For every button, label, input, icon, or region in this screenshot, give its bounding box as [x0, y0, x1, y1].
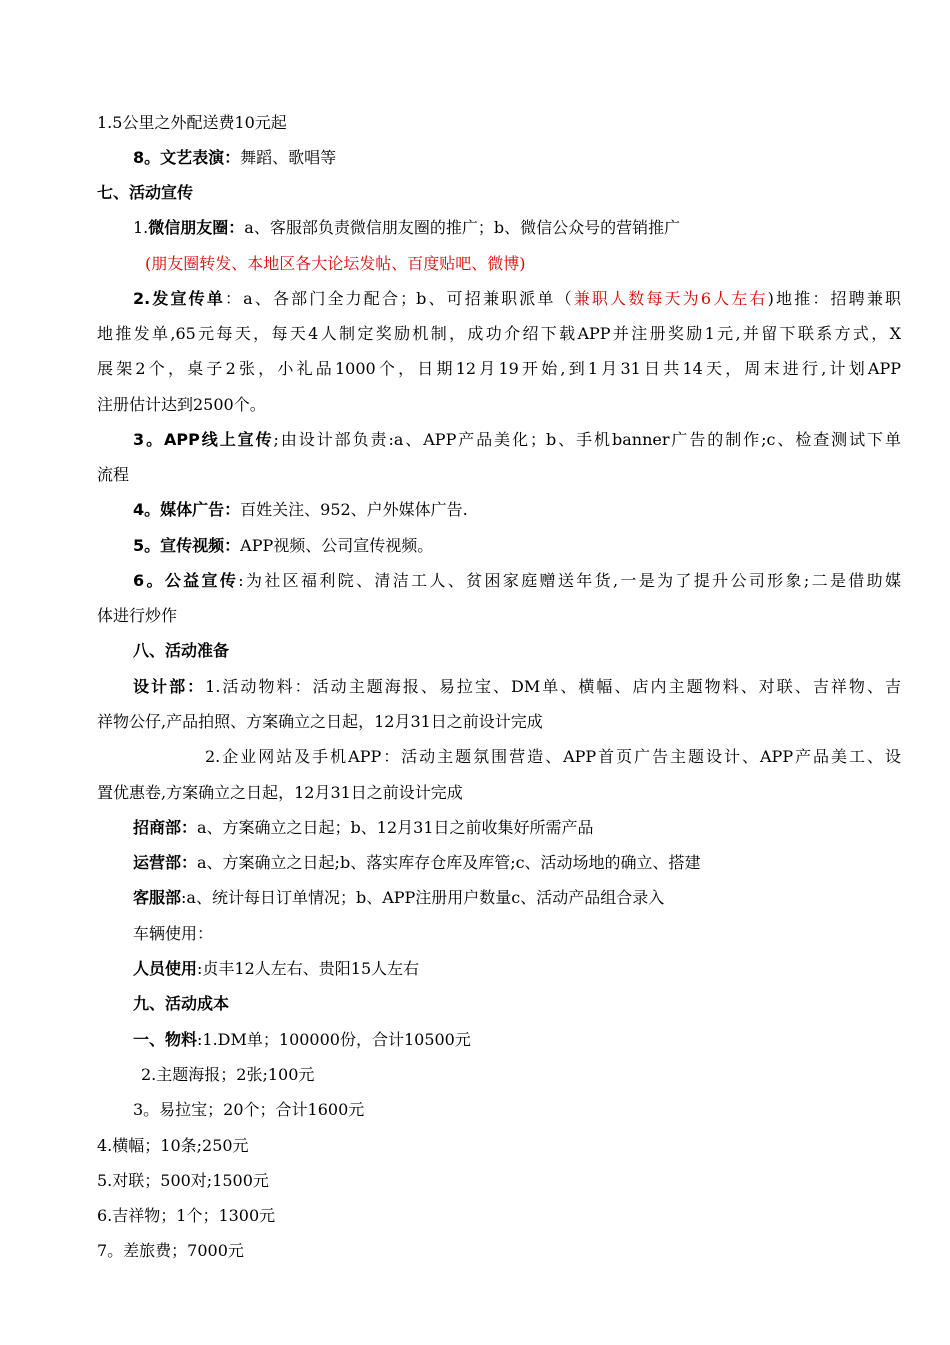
text-line: 1.微信朋友圈：a、客服部负责微信朋友圈的推广；b、微信公众号的营销推广 — [133, 218, 681, 237]
text-line: 5.对联；500对;1500元 — [97, 1171, 269, 1190]
highlight-line: (朋友圈转发、本地区各大论坛发帖、百度贴吧、微博) — [145, 254, 526, 273]
text-line: 运营部：a、方案确立之日起;b、落实库存仓库及库管;c、活动场地的确立、搭建 — [133, 853, 701, 872]
text-line: 8。文艺表演：舞蹈、歌唱等 — [133, 148, 337, 167]
text-line: 4.横幅；10条;250元 — [97, 1136, 249, 1155]
text-line: 6.吉祥物；1个；1300元 — [97, 1206, 276, 1225]
text-line: 注册估计达到2500个。 — [97, 395, 266, 414]
section-heading: 八、活动准备 — [133, 641, 230, 660]
text-line: 体进行炒作 — [97, 606, 178, 625]
text-line: 7。差旅费；7000元 — [97, 1241, 244, 1260]
text-line: 车辆使用： — [133, 924, 214, 943]
text-line: 人员使用:贞丰12人左右、贵阳15人左右 — [133, 959, 420, 978]
text-line: 2.主题海报；2张;100元 — [141, 1065, 315, 1084]
text-line: 客服部:a、统计每日订单情况；b、APP注册用户数量c、活动产品组合录入 — [133, 888, 665, 907]
text-line: 流程 — [97, 465, 130, 484]
text-line: 展架2个，桌子2张，小礼品1000个，日期12月19开始,到1月31日共14天，周末进行,计划APP — [97, 359, 901, 378]
section-heading: 七、活动宣传 — [97, 183, 194, 202]
text-line: 地推发单,65元每天，每天4人制定奖励机制，成功介绍下载APP并注册奖励1元,并留下联系方式，X — [97, 324, 901, 343]
text-line: 设计部：1.活动物料：活动主题海报、易拉宝、DM单、横幅、店内主题物料、对联、吉祥物、吉 — [133, 677, 901, 696]
text-line: 2.发宣传单：a、各部门全力配合；b、可招兼职派单（兼职人数每天为6人左右)地推：招聘兼职 — [133, 289, 901, 308]
text-line: 3。易拉宝；20个；合计1600元 — [133, 1100, 365, 1119]
text-line: 招商部：a、方案确立之日起；b、12月31日之前收集好所需产品 — [133, 818, 594, 837]
text-line: 5。宣传视频：APP视频、公司宣传视频。 — [133, 536, 434, 555]
text-line: 3。APP线上宣传;由设计部负责:a、APP产品美化；b、手机banner广告的制作;c、检查测试下单 — [133, 430, 901, 449]
text-line: 1.5公里之外配送费10元起 — [97, 113, 287, 132]
text-line: 祥物公仔,产品拍照、方案确立之日起，12月31日之前设计完成 — [97, 712, 543, 731]
text-line: 一、物料:1.DM单；100000份，合计10500元 — [133, 1030, 471, 1049]
text-line: 4。媒体广告：百姓关注、952、户外媒体广告. — [133, 500, 468, 519]
text-line: 置优惠卷,方案确立之日起，12月31日之前设计完成 — [97, 783, 463, 802]
text-line: 2.企业网站及手机APP：活动主题氛围营造、APP首页广告主题设计、APP产品美工、设 — [205, 747, 901, 766]
text-line: 6。公益宣传:为社区福利院、清洁工人、贫困家庭赠送年货,一是为了提升公司形象;二是借助媒 — [133, 571, 901, 590]
section-heading: 九、活动成本 — [133, 994, 230, 1013]
